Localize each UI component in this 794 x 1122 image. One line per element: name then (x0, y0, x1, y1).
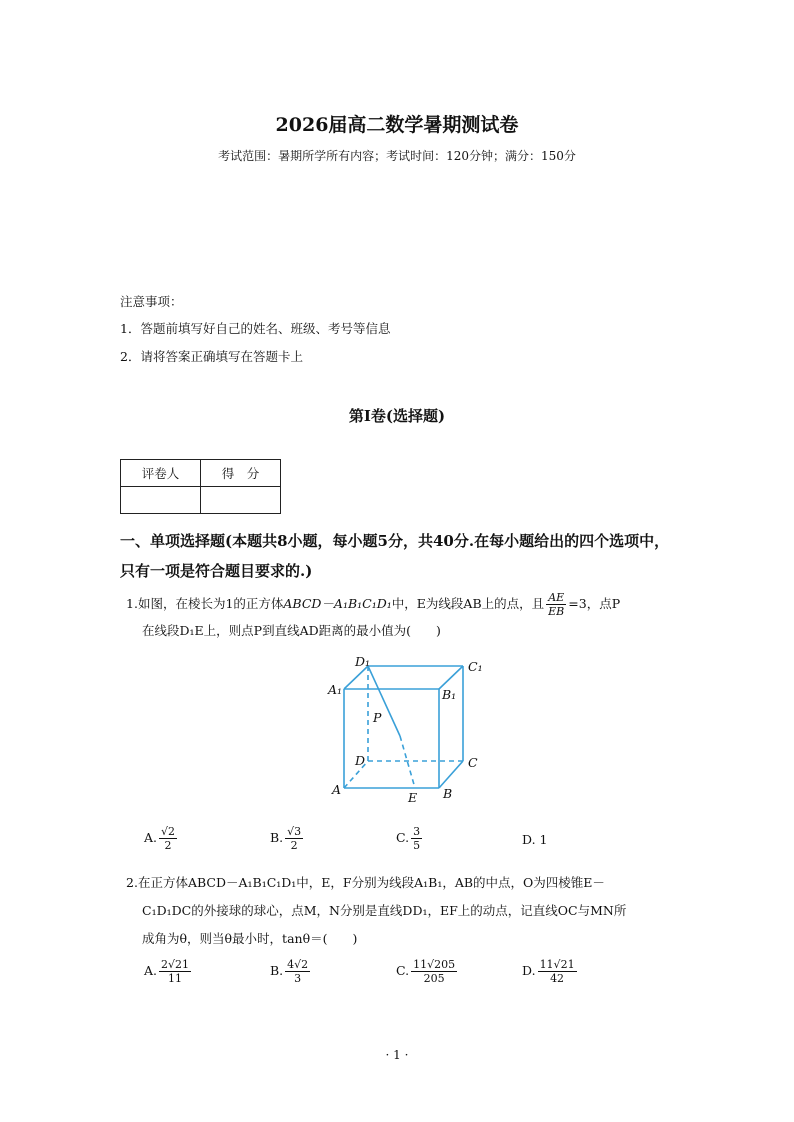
question-2-text-1: 在正方体ABCD－A₁B₁C₁D₁中，E，F分别为线段A₁B₁，AB的中点，O为四棱锥E－ (137, 875, 605, 890)
fraction-numerator: √2 (161, 825, 176, 838)
fraction-denominator: 205 (423, 972, 445, 985)
question-1-solid: ABCD－A₁B₁C₁D₁ (283, 596, 392, 611)
option-label: C. (396, 830, 410, 845)
score-table-cell-grader[interactable] (121, 487, 201, 514)
option-fraction (411, 958, 457, 985)
fraction-denominator: 42 (550, 972, 565, 985)
fraction-numerator: √3 (287, 825, 302, 838)
score-table-header-grader: 评卷人 (121, 460, 201, 487)
question-1-option-d[interactable] (522, 832, 548, 847)
label-D: D (355, 753, 366, 768)
note-item-2: 2．请将答案正确填写在答题卡上 (120, 349, 303, 364)
fraction-denominator: 5 (413, 839, 421, 852)
score-table-cell-score[interactable] (201, 487, 281, 514)
question-1-text-b: 中， (391, 596, 417, 611)
label-C: C (468, 755, 478, 770)
option-label: A. (144, 830, 158, 845)
option-label: D. (522, 832, 536, 847)
fraction-numerator: 11√21 (539, 958, 575, 971)
fraction-numerator: AE (546, 591, 566, 605)
question-1-number: 1. (126, 596, 138, 611)
edge-A1D1 (344, 666, 368, 689)
question-1-option-b[interactable] (270, 825, 305, 852)
question-1-line-2: 在线段D₁E上，则点P到直线AD距离的最小值为( ) (142, 623, 441, 638)
label-P: P (373, 710, 382, 725)
section-title: 第Ⅰ卷(选择题) (348, 407, 446, 425)
option-label: B. (270, 830, 284, 845)
part1-heading: 一、单项选择题(本题共8小题，每小题5分，共40分.在每小题给出的四个选项中，只有一项是符合题目要求的.) (120, 532, 670, 580)
question-1-option-a[interactable] (144, 825, 179, 852)
fraction-denominator: 2 (290, 839, 298, 852)
fraction-numerator: 2√21 (161, 958, 190, 971)
note-item-1: 1．答题前填写好自己的姓名、班级、考号等信息 (120, 321, 391, 336)
segment-D1E-hidden (400, 736, 415, 788)
fraction-denominator: EB (548, 605, 565, 618)
question-1-text-c: E为线段AB上的点，且 (416, 596, 545, 611)
question-2-number: 2. (126, 875, 138, 890)
question-1-text-a: 如图，在棱长为1的正方体 (137, 596, 284, 611)
cube-edges (344, 666, 463, 788)
option-fraction (285, 825, 303, 852)
edge-B1C1 (439, 666, 463, 689)
edge-BC (439, 761, 463, 788)
segment-D1E-visible (368, 666, 400, 736)
label-A: A (332, 782, 342, 797)
question-1-text-d: =3，点P (568, 596, 621, 611)
question-1-ratio-fraction (546, 591, 566, 618)
question-2-line-1 (126, 869, 686, 897)
fraction-numerator: 3 (413, 825, 421, 838)
option-fraction (285, 958, 310, 985)
option-label: D. (522, 963, 536, 978)
question-2-option-a[interactable] (144, 958, 193, 985)
label-C1: C₁ (468, 659, 483, 674)
fraction-denominator: 2 (164, 839, 172, 852)
option-text: 1 (539, 832, 548, 847)
option-fraction (159, 825, 177, 852)
option-fraction (411, 825, 422, 852)
option-fraction (538, 958, 577, 985)
fraction-numerator: 11√205 (413, 958, 456, 971)
score-table (120, 459, 281, 514)
option-fraction (159, 958, 191, 985)
option-label: A. (144, 963, 158, 978)
fraction-denominator: 3 (294, 972, 302, 985)
question-2-option-d[interactable] (522, 958, 579, 985)
question-1-option-c[interactable] (396, 825, 424, 852)
label-B: B (443, 786, 453, 801)
fraction-numerator: 4√2 (287, 958, 309, 971)
label-E: E (408, 790, 418, 805)
label-D1: D₁ (355, 654, 371, 669)
fraction-denominator: 11 (168, 972, 183, 985)
label-A1: A₁ (328, 682, 343, 697)
question-2-line-2: C₁D₁DC的外接球的球心，点M，N分别是直线DD₁，EF上的动点，记直线OC与MN所 (142, 903, 627, 918)
page-number: · 1 · (385, 1048, 409, 1062)
option-label: B. (270, 963, 284, 978)
question-1-line-1 (126, 590, 686, 618)
score-table-header-score: 得 分 (201, 460, 281, 487)
question-2-option-c[interactable] (396, 958, 459, 985)
question-2-option-b[interactable] (270, 958, 312, 985)
label-B1: B₁ (442, 687, 457, 702)
notes-heading: 注意事项： (120, 294, 183, 309)
question-2-line-3: 成角为θ，则当θ最小时，tanθ＝( ) (142, 931, 358, 946)
exam-title: 2026届高二数学暑期测试卷 (275, 114, 519, 136)
option-label: C. (396, 963, 410, 978)
cube-figure (320, 648, 490, 808)
exam-subtitle: 考试范围：暑期所学所有内容；考试时间：120分钟；满分：150分 (218, 149, 576, 163)
